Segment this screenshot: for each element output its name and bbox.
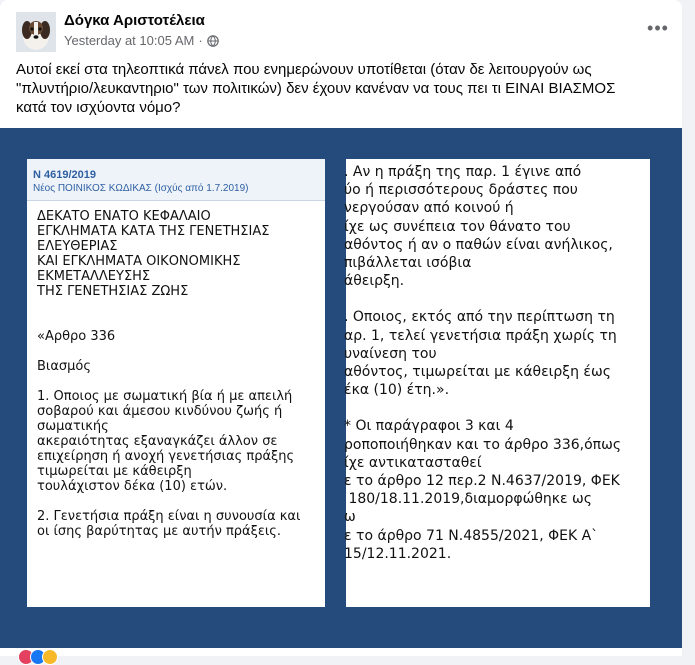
doc-line: ε το άρθρο 12 περ.2 Ν.4637/2019, ΦΕΚ <box>344 473 620 490</box>
doc-line: ίχε ως συνέπεια τον θάνατο του <box>344 218 571 235</box>
post-image[interactable] <box>0 128 682 648</box>
doc-line: ροποποιήθηκαν και το άρθρο 336,όπως <box>344 436 622 453</box>
doc-line: αθόντος ή αν ο παθών είναι ανήλικος, <box>344 236 613 253</box>
doc-line: 1. Οποιος με σωματική βία ή με απειλή <box>37 389 293 404</box>
law-number: Ν 4619/2019 <box>33 169 96 181</box>
doc-line: ΕΓΚΛΗΜΑΤΑ ΚΑΤΑ ΤΗΣ ΓΕΝΕΤΗΣΙΑΣ <box>37 224 270 239</box>
doc-line: αρ. 1, τελεί γενετήσια πράξη χωρίς τη <box>344 327 617 344</box>
doc-line: αθόντος, τιμωρείται με κάθειρξη έως <box>344 364 611 381</box>
post-meta <box>64 33 219 48</box>
author-name[interactable]: Δόγκα Αριστοτέλεια <box>64 12 205 29</box>
spacer <box>344 399 650 417</box>
doc-line: υναίνεση του <box>344 345 437 362</box>
doc-line: «Αρθρο 336 <box>37 329 116 344</box>
doc-line: * Οι παράγραφοι 3 και 4 <box>344 418 514 435</box>
doc-line: 180/18.11.2019,διαμορφώθηκε ως <box>344 491 592 508</box>
post-text-line: "πλυντήριο/λευκαντηριο" των πολιτικών) δεν έχουν κανέναν να τους πει τι ΕΙΝΑΙ ΒΙΑΣΜΟΣ <box>16 80 616 97</box>
doc-line: επιχείρηση ή ανοχή γενετήσιας πράξης <box>37 449 295 464</box>
document-left-panel <box>27 159 325 607</box>
document-header <box>27 159 325 201</box>
doc-line: ΕΛΕΥΘΕΡΙΑΣ <box>37 239 118 254</box>
doc-line: ΚΑΙ ΕΓΚΛΗΜΑΤΑ ΟΙΚΟΝΟΜΙΚΗΣ <box>37 254 241 269</box>
doc-line: 15/12.11.2021. <box>344 545 452 562</box>
doc-line: έκα (10) έτη.». <box>344 382 450 399</box>
doc-line: ε το άρθρο 71 Ν.4855/2021, ΦΕΚ Α` <box>344 527 599 544</box>
doc-line: σοβαρού και άμεσου κινδύνου ζωής ή <box>37 404 283 419</box>
globe-icon <box>207 35 219 47</box>
more-options-button[interactable]: ••• <box>647 17 669 38</box>
doc-line: τιμωρείται με κάθειρξη <box>37 464 192 479</box>
document-right-panel <box>346 159 650 607</box>
spacer <box>37 374 315 389</box>
dog-avatar-icon <box>16 12 56 52</box>
doc-line: πιβάλλεται ισόβια <box>344 255 472 272</box>
post-text <box>16 60 656 117</box>
doc-line: . Οποιος, εκτός από την περίπτωση τη <box>344 309 615 326</box>
doc-line: ω <box>344 509 356 526</box>
spacer <box>344 290 650 308</box>
reaction-icons[interactable] <box>18 649 54 665</box>
spacer <box>37 299 315 314</box>
doc-line: σωματικής <box>37 419 109 434</box>
doc-line: ΤΗΣ ΓΕΝΕΤΗΣΙΑΣ ΖΩΗΣ <box>37 284 189 299</box>
post-timestamp[interactable]: Yesterday at 10:05 AM <box>64 33 195 48</box>
document-left-body <box>27 201 325 547</box>
doc-line: τουλάχιστον δέκα (10) ετών. <box>37 479 228 494</box>
document-right-body <box>340 159 650 563</box>
doc-line: ύο ή περισσότερους δράστες που <box>344 182 578 199</box>
doc-line: ΕΚΜΕΤΑΛΛΕΥΣΗΣ <box>37 269 151 284</box>
doc-line: ΔΕΚΑΤΟ ΕΝΑΤΟ ΚΕΦΑΛΑΙΟ <box>37 209 211 224</box>
doc-line: ακεραιότητας εξαναγκάζει άλλον σε <box>37 434 278 449</box>
doc-line: . Αν η πράξη της παρ. 1 έγινε από <box>344 164 582 180</box>
law-subtitle: Νέος ΠΟΙΝΙΚΟΣ ΚΩΔΙΚΑΣ (Ισχύς από 1.7.2019) <box>33 183 249 194</box>
spacer <box>37 494 315 509</box>
meta-separator: · <box>198 33 203 48</box>
haha-reaction-icon <box>42 649 58 665</box>
doc-line: νεργούσαν από κοινού ή <box>344 200 514 217</box>
post-text-line: κατά τον ισχύοντα νόμο? <box>16 99 181 116</box>
doc-line: άθειρξη. <box>344 273 405 290</box>
doc-line: 2. Γενετήσια πράξη είναι η συνουσία και <box>37 509 301 524</box>
doc-line: οι ίσης βαρύτητας με αυτήν πράξεις. <box>37 524 282 539</box>
doc-line: Βιασμός <box>37 359 91 374</box>
spacer <box>37 314 315 329</box>
post-text-line: Αυτοί εκεί στα τηλεοπτικά πάνελ που ενημερώνουν υποτίθεται (όταν δε λειτουργούν ως <box>16 61 592 78</box>
avatar[interactable] <box>16 12 56 52</box>
doc-line: ίχε αντικατασταθεί <box>344 454 482 471</box>
spacer <box>37 344 315 359</box>
